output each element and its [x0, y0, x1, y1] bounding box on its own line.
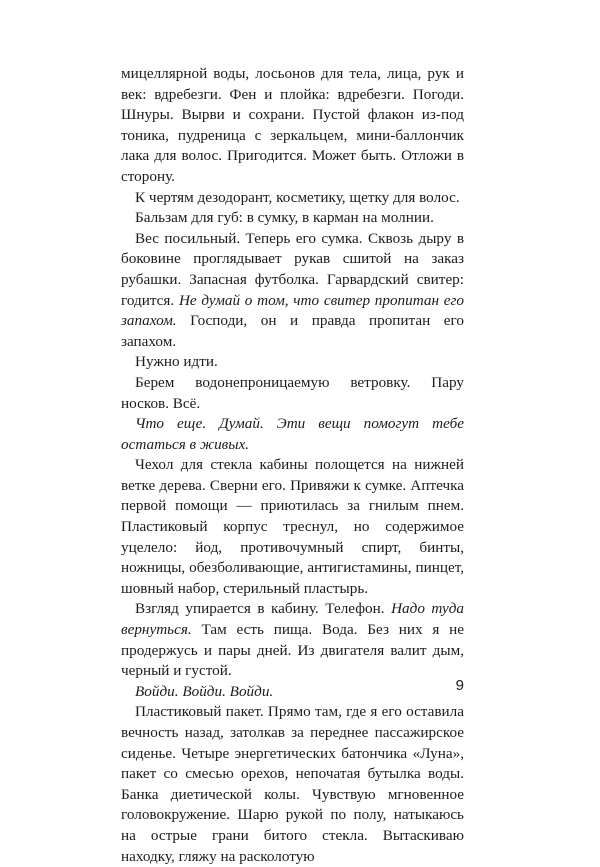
paragraph — [121, 64, 464, 188]
paragraph — [121, 599, 464, 681]
text-run: Вес посильный. Теперь его сумка. Сквозь дыру в боковине проглядывает рукав сшитой на заказ рубашки. Запасная футболка. Гарвардский свитер: годится. — [121, 229, 464, 309]
italic-thought: Что еще. Думай. Эти вещи помогут тебе остаться в живых. — [121, 415, 464, 453]
paragraph — [121, 229, 464, 353]
paragraph — [121, 414, 464, 455]
text-run: Чехол для стекла кабины полощется на нижней ветке дерева. Сверни его. Привяжи к сумке. Аптечка первой помощи — приютилась за гнилым пнем. Пластиковый корпус треснул, но содержимое уцелело: йод, противочумный спирт, бинты, ножницы, обезболивающие, антигистамины, пинцет, шовный набор, стерильный пластырь. — [121, 456, 464, 597]
paragraph — [121, 188, 464, 209]
text-run: К чертям дезодорант, косметику, щетку для волос. — [135, 188, 460, 206]
paragraph — [121, 455, 464, 599]
italic-thought: Войди. Войди. Войди. — [135, 682, 274, 700]
text-run: Там есть пища. Вода. Без них я не продержусь и пары дней. Из двигателя валит дым, черный и густой. — [121, 621, 464, 680]
italic-thought: Надо туда вернуться. — [121, 600, 464, 639]
text-run: мицеллярной воды, лосьонов для тела, лица, рук и век: вдребезги. Фен и плойка: вдребезги. Погоди. Шнуры. Вырви и сохрани. Пустой флакон из-под тоника, пудреница с зеркальцем, мини-баллончик лака для волос. Пригодится. Может быть. Отложи в сторону. — [121, 65, 464, 185]
text-run: Пластиковый пакет. Прямо там, где я его оставила вечность назад, затолкав за переднее пассажирское сиденье. Четыре энергетических батончика «Луна», пакет со смесью орехов, непочатая бутылка воды. Банка диетической колы. Чувствую мгновенное головокружение. Шарю рукой по полу, натыкаюсь на острые грани битого стекла. Вытаскиваю находку, гляжу на расколотую — [121, 703, 464, 865]
italic-thought: Не думай о том, что свитер пропитан его запахом. — [121, 291, 465, 330]
page-number: 9 — [455, 677, 464, 694]
text-run: Господи, он и правда пропитан его запахом. — [121, 312, 464, 350]
text-run: Берем водонепроницаемую ветровку. Пару носков. Всё. — [121, 373, 464, 412]
text-run: Взгляд упирается в кабину. Телефон. — [135, 600, 392, 618]
paragraph — [121, 352, 464, 373]
text-run: Нужно идти. — [135, 353, 218, 371]
paragraph — [121, 702, 464, 867]
paragraph — [121, 682, 464, 703]
body-text — [121, 64, 464, 867]
paragraph — [121, 373, 464, 414]
paragraph — [121, 208, 464, 229]
text-run: Бальзам для губ: в сумку, в карман на молнии. — [135, 209, 434, 227]
